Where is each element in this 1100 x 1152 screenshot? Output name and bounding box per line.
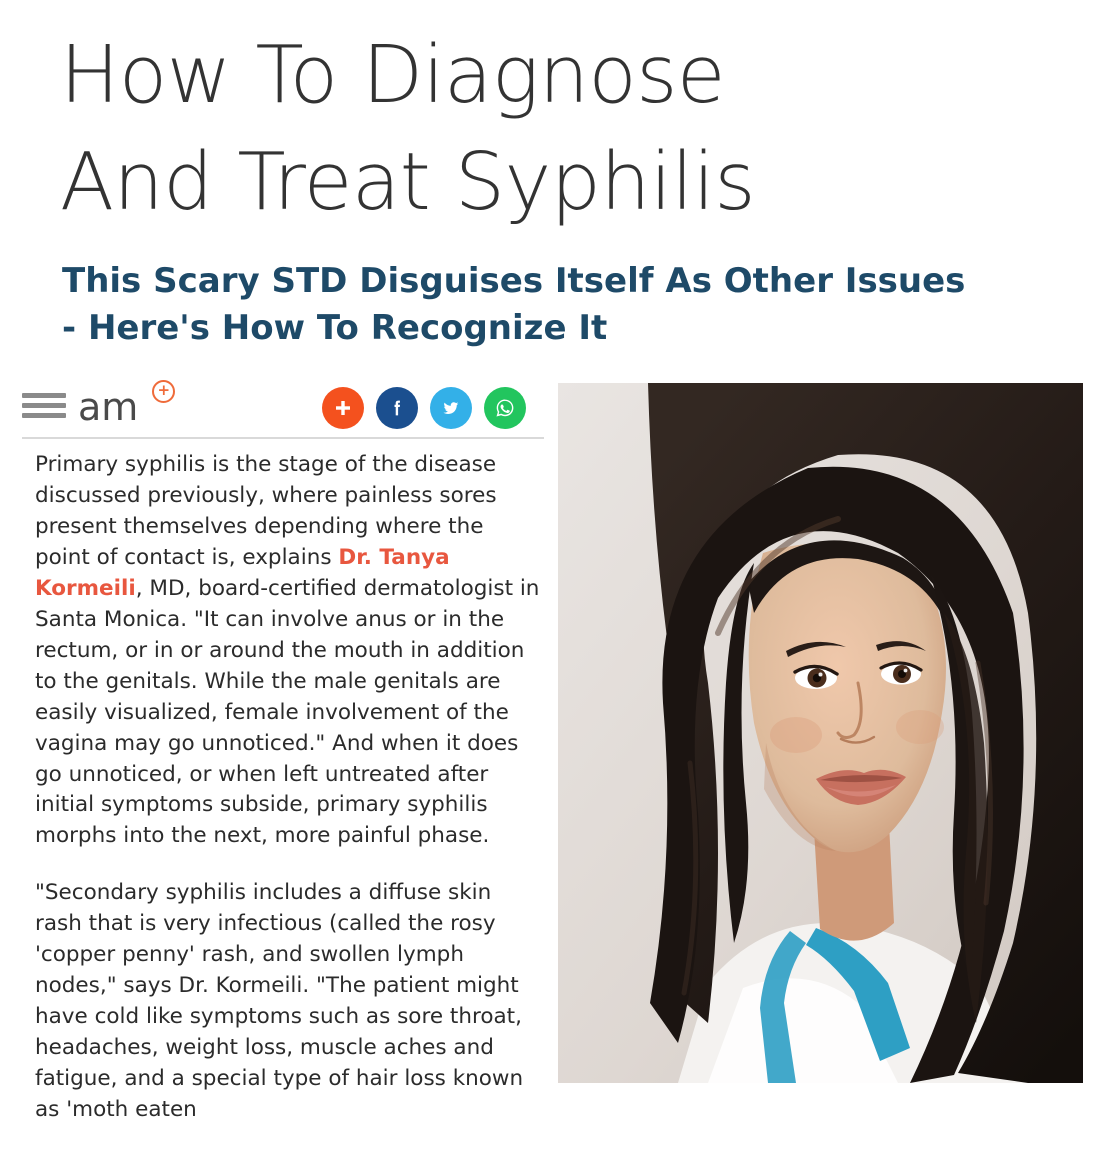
share-more-button[interactable] <box>322 387 364 429</box>
article-photo <box>558 383 1083 1083</box>
article-paragraph-2: "Secondary syphilis includes a diffuse skin rash that is very infectious (called the rosy 'copper penny' rash, and swollen lymph nodes," says Dr. Kormeili. "The patient might have cold like symptoms such as sore throat, headaches, weight loss, muscle aches and fatigue, and a special type of hair loss known as 'moth eaten <box>35 880 524 1123</box>
plus-icon <box>332 397 354 419</box>
paragraph-1-text-a: Primary syphilis is the stage of the disease discussed previously, where painless sores present themselves depending where the point of contact is, explains <box>35 452 497 570</box>
facebook-icon <box>386 397 408 419</box>
twitter-icon <box>440 397 462 419</box>
share-whatsapp-button[interactable] <box>484 387 526 429</box>
site-brand[interactable] <box>22 380 175 429</box>
doctor-link[interactable]: Dr. Tanya Kormeili <box>35 544 450 601</box>
article-paragraph-1 <box>35 450 540 852</box>
page-title-line-2: And Treat Syphilis <box>60 136 755 229</box>
left-column <box>22 375 542 435</box>
share-facebook-button[interactable] <box>376 387 418 429</box>
page-subtitle-line-1: This Scary STD Disguises Itself As Other Issues <box>62 261 966 301</box>
doctor-portrait-image <box>558 383 1083 1083</box>
page-title <box>60 22 1050 237</box>
site-toolbar <box>22 375 542 435</box>
plus-badge-icon: + <box>152 380 175 403</box>
page-title-line-1: How To Diagnose <box>60 29 726 121</box>
share-twitter-button[interactable] <box>430 387 472 429</box>
page-subtitle <box>62 258 1062 352</box>
hamburger-menu-icon[interactable] <box>22 390 66 420</box>
paragraph-1-text-b: , MD, board-certified dermatologist in Santa Monica. "It can involve anus or in the rectum, or in or around the mouth in addition to the genitals. While the male genitals are easily visualized, female involvement of the vagina may go unnoticed." And when it does go unnoticed, or when left untreated after initial symptoms subside, primary syphilis morphs into the next, more painful phase. <box>35 575 540 849</box>
share-buttons <box>322 387 526 429</box>
whatsapp-icon <box>493 396 517 420</box>
page-subtitle-line-2: - Here's How To Recognize It <box>62 307 608 348</box>
article-body <box>35 450 540 1152</box>
column-divider <box>22 437 544 439</box>
site-logo-text[interactable]: am <box>78 385 139 429</box>
